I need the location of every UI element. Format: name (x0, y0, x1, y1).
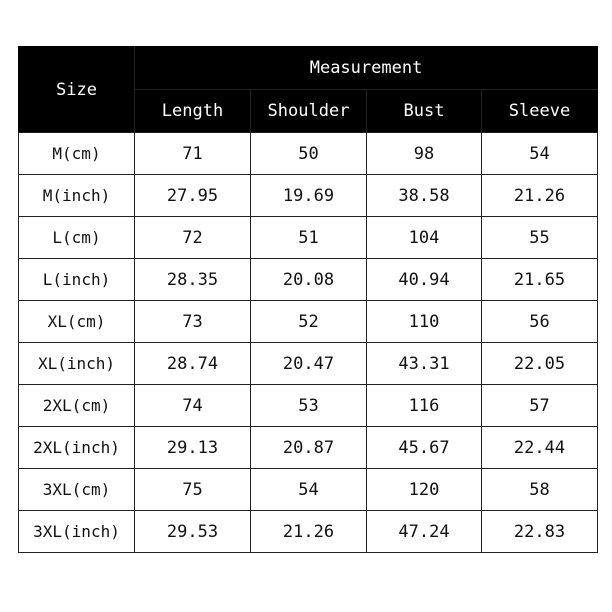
length-value-cell: 28.35 (135, 259, 251, 301)
measurement-group-header: Measurement (135, 47, 598, 90)
column-header-length: Length (135, 90, 251, 133)
sleeve-value-cell: 57 (482, 385, 598, 427)
sleeve-value-cell: 56 (482, 301, 598, 343)
bust-value-cell: 45.67 (367, 427, 482, 469)
bust-value-cell: 116 (367, 385, 482, 427)
size-label-cell: 3XL(cm) (19, 469, 135, 511)
column-header-bust: Bust (367, 90, 482, 133)
table-header (19, 47, 598, 133)
sleeve-value-cell: 22.05 (482, 343, 598, 385)
table-row (19, 469, 598, 511)
size-label-cell: XL(inch) (19, 343, 135, 385)
table-row (19, 301, 598, 343)
table-row (19, 511, 598, 553)
table-row (19, 133, 598, 175)
bust-value-cell: 47.24 (367, 511, 482, 553)
bust-value-cell: 110 (367, 301, 482, 343)
header-row-top (19, 47, 598, 90)
length-value-cell: 27.95 (135, 175, 251, 217)
bust-value-cell: 104 (367, 217, 482, 259)
bust-value-cell: 38.58 (367, 175, 482, 217)
length-value-cell: 75 (135, 469, 251, 511)
shoulder-value-cell: 52 (251, 301, 367, 343)
table-row (19, 259, 598, 301)
shoulder-value-cell: 50 (251, 133, 367, 175)
shoulder-value-cell: 51 (251, 217, 367, 259)
shoulder-value-cell: 20.87 (251, 427, 367, 469)
table-row (19, 343, 598, 385)
length-value-cell: 74 (135, 385, 251, 427)
bust-value-cell: 120 (367, 469, 482, 511)
column-header-shoulder: Shoulder (251, 90, 367, 133)
shoulder-value-cell: 53 (251, 385, 367, 427)
sleeve-value-cell: 22.44 (482, 427, 598, 469)
bust-value-cell: 43.31 (367, 343, 482, 385)
size-label-cell: 2XL(inch) (19, 427, 135, 469)
size-label-cell: M(inch) (19, 175, 135, 217)
table-row (19, 217, 598, 259)
sleeve-value-cell: 21.26 (482, 175, 598, 217)
sleeve-value-cell: 21.65 (482, 259, 598, 301)
length-value-cell: 71 (135, 133, 251, 175)
length-value-cell: 73 (135, 301, 251, 343)
length-value-cell: 28.74 (135, 343, 251, 385)
table-row (19, 427, 598, 469)
column-header-sleeve: Sleeve (482, 90, 598, 133)
shoulder-value-cell: 54 (251, 469, 367, 511)
sleeve-value-cell: 54 (482, 133, 598, 175)
size-column-header: Size (19, 47, 135, 133)
size-label-cell: 2XL(cm) (19, 385, 135, 427)
table-row (19, 385, 598, 427)
shoulder-value-cell: 20.08 (251, 259, 367, 301)
shoulder-value-cell: 20.47 (251, 343, 367, 385)
length-value-cell: 29.53 (135, 511, 251, 553)
shoulder-value-cell: 21.26 (251, 511, 367, 553)
sleeve-value-cell: 58 (482, 469, 598, 511)
length-value-cell: 29.13 (135, 427, 251, 469)
size-label-cell: 3XL(inch) (19, 511, 135, 553)
size-label-cell: XL(cm) (19, 301, 135, 343)
size-label-cell: L(cm) (19, 217, 135, 259)
shoulder-value-cell: 19.69 (251, 175, 367, 217)
sleeve-value-cell: 22.83 (482, 511, 598, 553)
size-label-cell: M(cm) (19, 133, 135, 175)
sleeve-value-cell: 55 (482, 217, 598, 259)
size-chart-table (18, 46, 598, 553)
table-body (19, 133, 598, 553)
length-value-cell: 72 (135, 217, 251, 259)
bust-value-cell: 98 (367, 133, 482, 175)
table-row (19, 175, 598, 217)
bust-value-cell: 40.94 (367, 259, 482, 301)
size-label-cell: L(inch) (19, 259, 135, 301)
